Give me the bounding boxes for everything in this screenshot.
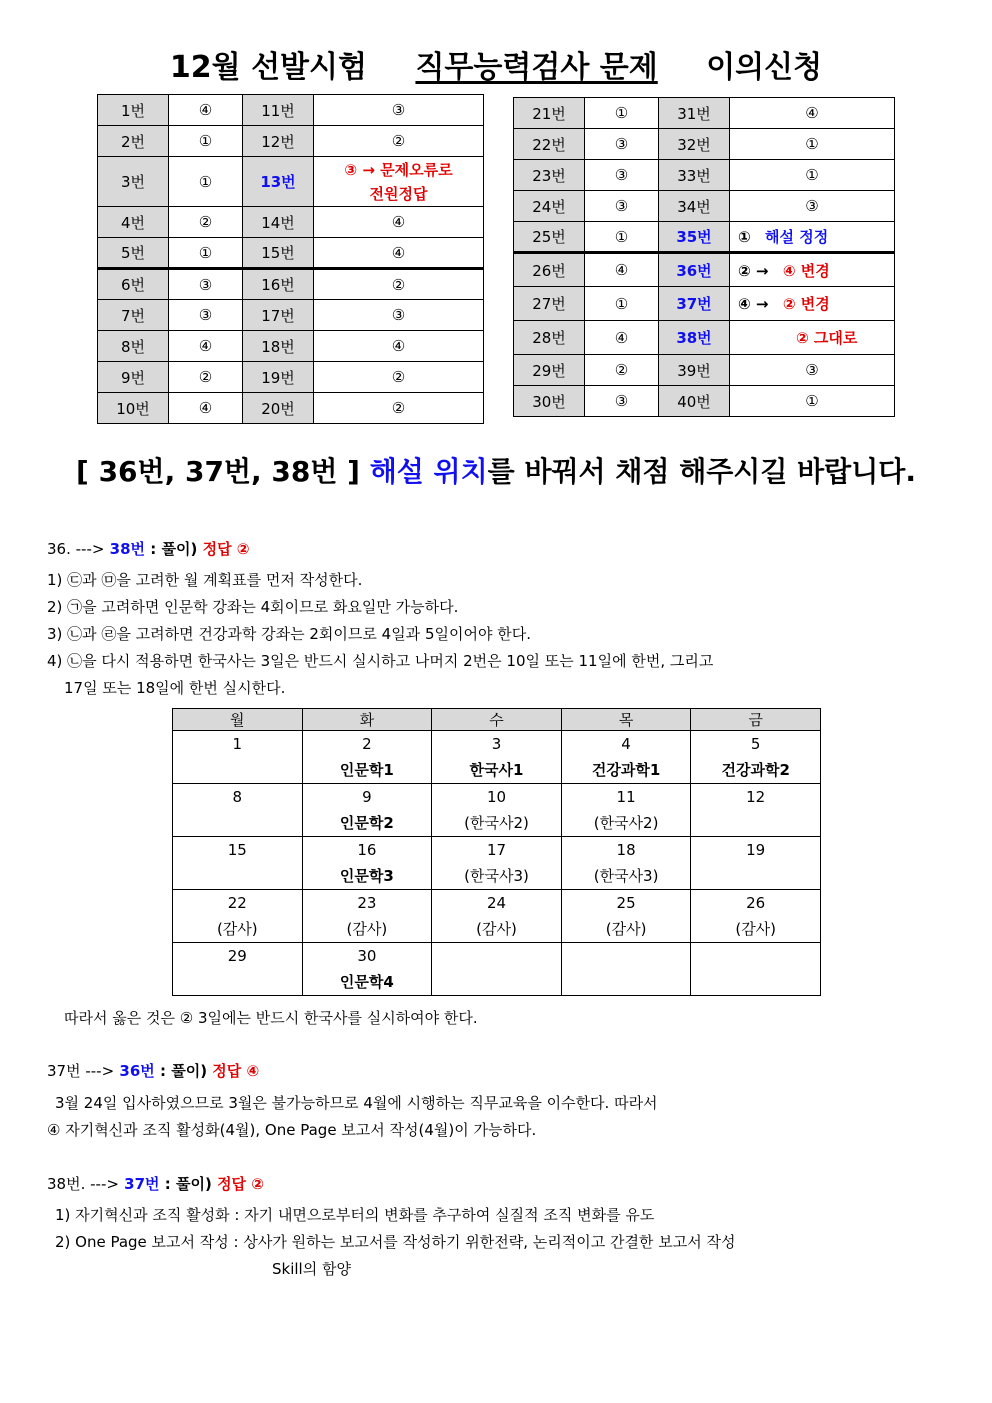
- question-number: 39번: [659, 355, 730, 386]
- day-event: (한국사3): [593, 867, 659, 885]
- question-number: 33번: [659, 160, 730, 191]
- monthly-plan-calendar: [172, 708, 821, 996]
- explanation-line: 3) ㉡과 ㉣을 고려하면 건강과학 강좌는 2회이므로 4일과 5일이어야 한다.: [47, 625, 531, 643]
- question-number-changed: 38번: [659, 321, 730, 355]
- answer: ④: [169, 331, 243, 362]
- answer: ③: [585, 386, 659, 417]
- calendar-day: [302, 943, 432, 996]
- calendar-day: [691, 890, 821, 943]
- calendar-day: [302, 890, 432, 943]
- conclusion-line: 따라서 옳은 것은 ② 3일에는 반드시 한국사를 실시하여야 한다.: [64, 1009, 478, 1027]
- heading-number: 37번: [124, 1175, 160, 1193]
- table-row: [514, 160, 895, 191]
- calendar-day: [173, 890, 303, 943]
- calendar-header-row: [173, 709, 821, 731]
- title-part2: 직무능력검사 문제: [415, 50, 658, 85]
- calendar-day: [561, 890, 691, 943]
- answer: ④: [730, 98, 895, 129]
- answer: ②: [585, 355, 659, 386]
- day-number: 26: [746, 894, 766, 912]
- day-number: 5: [750, 735, 761, 753]
- question-number: 30번: [514, 386, 585, 417]
- answer-choice: ④ →: [738, 295, 769, 313]
- question-number: 18번: [243, 331, 314, 362]
- answer: ③: [314, 95, 484, 126]
- answer: ③: [730, 191, 895, 222]
- calendar-day: [561, 784, 691, 837]
- day-number: 2: [362, 735, 372, 753]
- question-number: 1번: [98, 95, 169, 126]
- question-number: 9번: [98, 362, 169, 393]
- answer: ①: [585, 222, 659, 253]
- page-title: [0, 42, 992, 86]
- explanation-line: ④ 자기혁신과 조직 활성화(4월), One Page 보고서 작성(4월)이 가능하다.: [47, 1121, 537, 1139]
- day-event: 한국사1: [469, 761, 524, 779]
- question-number: 34번: [659, 191, 730, 222]
- calendar-day: [432, 837, 562, 890]
- answer-changed: [314, 157, 484, 207]
- section-36-heading: [47, 538, 249, 559]
- answer: ③: [585, 160, 659, 191]
- calendar-day: [561, 837, 691, 890]
- day-event: (감사): [216, 920, 258, 938]
- answer: ②: [169, 362, 243, 393]
- table-row: [98, 300, 484, 331]
- day-event: 인문학3: [339, 867, 394, 885]
- table-row: [514, 253, 895, 287]
- heading-number: 36번: [119, 1062, 155, 1080]
- question-number: 10번: [98, 393, 169, 424]
- table-row: [98, 157, 484, 207]
- day-event: 건강과학1: [591, 761, 661, 779]
- calendar-day: [691, 784, 821, 837]
- answer: ①: [585, 98, 659, 129]
- day-event: (한국사2): [593, 814, 659, 832]
- question-number: 20번: [243, 393, 314, 424]
- question-number: 27번: [514, 287, 585, 321]
- section-37-heading: [47, 1060, 259, 1081]
- question-number: 17번: [243, 300, 314, 331]
- calendar-day: [432, 784, 562, 837]
- calendar-day: [432, 890, 562, 943]
- weekday-header: 금: [691, 709, 821, 731]
- heading-mid: : 풀이): [164, 1175, 212, 1193]
- answer-note: ④ 변경: [782, 261, 830, 280]
- heading-number: 38번: [109, 540, 146, 558]
- heading-answer: 정답 ②: [202, 540, 250, 558]
- question-number: 12번: [243, 126, 314, 157]
- notice-prefix: [ 36번, 37번, 38번 ]: [76, 455, 360, 488]
- day-number: 12: [746, 788, 766, 806]
- day-number: 24: [486, 894, 507, 912]
- explanation-line: Skill의 함양: [272, 1260, 351, 1278]
- heading-mid: : 풀이): [160, 1062, 208, 1080]
- day-number: 17: [486, 841, 507, 859]
- calendar-week: [173, 943, 821, 996]
- question-number: 23번: [514, 160, 585, 191]
- day-event: (한국사2): [464, 814, 529, 832]
- table-row: [98, 238, 484, 269]
- question-number-changed: 35번: [659, 222, 730, 253]
- section-38-heading: [47, 1173, 264, 1194]
- day-number: 23: [357, 894, 377, 912]
- answer: ④: [585, 253, 659, 287]
- answer-choice: ② →: [738, 261, 769, 280]
- weekday-header: 화: [302, 709, 432, 731]
- table-row: [98, 362, 484, 393]
- day-number: 8: [232, 788, 243, 806]
- answer: ③: [585, 191, 659, 222]
- weekday-header: 수: [432, 709, 562, 731]
- table-row: [514, 222, 895, 253]
- answer-note: 해설 정정: [765, 228, 829, 246]
- heading-prefix: 38번. --->: [47, 1175, 119, 1193]
- title-part1: 12월 선발시험: [169, 50, 367, 85]
- question-number: 24번: [514, 191, 585, 222]
- question-number: 3번: [98, 157, 169, 207]
- explanation-line: 4) ㉡을 다시 적용하면 한국사는 3일은 반드시 실시하고 나머지 2번은 10일 또는 11일에 한번, 그리고: [47, 652, 714, 670]
- notice-highlight-2: 위치: [433, 455, 488, 488]
- heading-answer: 정답 ④: [212, 1062, 260, 1080]
- answer-note: ② 그대로: [796, 329, 858, 347]
- answer: ②: [314, 269, 484, 300]
- answer-table-left: [97, 94, 484, 424]
- day-number: 11: [616, 788, 636, 806]
- answer: ①: [730, 386, 895, 417]
- table-row: [98, 331, 484, 362]
- heading-prefix: 36. --->: [47, 540, 105, 558]
- day-number: 10: [486, 788, 507, 806]
- calendar-day: [173, 731, 303, 784]
- explanation-line: 2) One Page 보고서 작성 : 상사가 원하는 보고서를 작성하기 위한전략, 논리적이고 간결한 보고서 작성: [55, 1233, 736, 1251]
- question-number: 15번: [243, 238, 314, 269]
- calendar-day: [302, 837, 432, 890]
- question-number: 11번: [243, 95, 314, 126]
- explanation-line: 1) 자기혁신과 조직 활성화 : 자기 내면으로부터의 변화를 추구하여 실질적 조직 변화를 유도: [55, 1206, 655, 1224]
- answer: ①: [169, 238, 243, 269]
- calendar-day: [173, 943, 303, 996]
- notice-banner: [0, 450, 992, 490]
- answer: ②: [314, 362, 484, 393]
- table-row: [98, 393, 484, 424]
- question-number: 8번: [98, 331, 169, 362]
- question-number: 28번: [514, 321, 585, 355]
- day-event: 건강과학2: [721, 761, 790, 779]
- answer-note: ② 변경: [782, 295, 830, 313]
- answer-line: ③ → 문제오류로: [344, 160, 453, 179]
- table-row: [514, 129, 895, 160]
- answer: ②: [314, 393, 484, 424]
- calendar-week: [173, 890, 821, 943]
- question-number: 5번: [98, 238, 169, 269]
- day-event: 인문학1: [339, 761, 394, 779]
- answer: ③: [585, 129, 659, 160]
- question-number: 16번: [243, 269, 314, 300]
- answer: ①: [730, 129, 895, 160]
- day-number: 29: [227, 947, 247, 965]
- answer: ④: [314, 238, 484, 269]
- question-number: 40번: [659, 386, 730, 417]
- answer-line: 전원정답: [369, 184, 428, 203]
- notice-highlight-1: 해설: [369, 455, 424, 488]
- answer: ④: [314, 207, 484, 238]
- day-event: (감사): [476, 920, 517, 938]
- explanation-line: 1) ㉢과 ㉤을 고려한 월 계획표를 먼저 작성한다.: [47, 571, 363, 589]
- answer-changed: [730, 253, 895, 287]
- calendar-day: [173, 837, 303, 890]
- question-number-changed: 37번: [659, 287, 730, 321]
- day-number: 19: [746, 841, 766, 859]
- answer: ①: [730, 160, 895, 191]
- calendar-week: [173, 837, 821, 890]
- answer: ④: [585, 321, 659, 355]
- question-number: 14번: [243, 207, 314, 238]
- answer-changed: [730, 222, 895, 253]
- question-number: 26번: [514, 253, 585, 287]
- table-row: [514, 355, 895, 386]
- calendar-day: [691, 731, 821, 784]
- answer: ①: [169, 157, 243, 207]
- answer: ②: [314, 126, 484, 157]
- table-row: [98, 269, 484, 300]
- question-number: 6번: [98, 269, 169, 300]
- calendar-day: [691, 943, 821, 996]
- question-number: 31번: [659, 98, 730, 129]
- question-number: 22번: [514, 129, 585, 160]
- answer: ③: [169, 300, 243, 331]
- explanation-line: 3월 24일 입사하였으므로 3월은 불가능하므로 4월에 시행하는 직무교육을 이수한다. 따라서: [55, 1094, 658, 1112]
- table-row: [514, 191, 895, 222]
- answer: ①: [169, 126, 243, 157]
- answer-changed: [730, 321, 895, 355]
- heading-answer: 정답 ②: [217, 1175, 264, 1193]
- calendar-day: [561, 731, 691, 784]
- answer: ③: [169, 269, 243, 300]
- weekday-header: 목: [561, 709, 691, 731]
- title-part3: 이의신청: [706, 50, 823, 85]
- calendar-week: [173, 784, 821, 837]
- question-number: 32번: [659, 129, 730, 160]
- heading-mid: : 풀이): [150, 540, 198, 558]
- question-number-changed: 36번: [659, 253, 730, 287]
- table-row: [514, 98, 895, 129]
- table-row: [98, 207, 484, 238]
- day-number: 15: [227, 841, 247, 859]
- calendar-day: [173, 784, 303, 837]
- answer: ②: [169, 207, 243, 238]
- table-row: [514, 386, 895, 417]
- answer: ④: [314, 331, 484, 362]
- answer: ③: [314, 300, 484, 331]
- day-number: 22: [227, 894, 247, 912]
- weekday-header: 월: [173, 709, 303, 731]
- table-row: [514, 287, 895, 321]
- question-number: 21번: [514, 98, 585, 129]
- day-number: 25: [616, 894, 636, 912]
- day-number: 30: [357, 947, 377, 965]
- question-number: 29번: [514, 355, 585, 386]
- answer-choice: ①: [738, 228, 751, 246]
- day-number: 16: [357, 841, 377, 859]
- day-event: (감사): [735, 920, 777, 938]
- calendar-day: [561, 943, 691, 996]
- question-number: 7번: [98, 300, 169, 331]
- day-number: 3: [491, 735, 502, 753]
- answer-changed: [730, 287, 895, 321]
- day-event: 인문학4: [339, 973, 394, 991]
- question-number: 4번: [98, 207, 169, 238]
- answer: ④: [169, 95, 243, 126]
- day-number: 4: [621, 735, 631, 753]
- answer: ①: [585, 287, 659, 321]
- question-number: 2번: [98, 126, 169, 157]
- answer: ③: [730, 355, 895, 386]
- calendar-day: [432, 943, 562, 996]
- calendar-day: [302, 784, 432, 837]
- question-number: 25번: [514, 222, 585, 253]
- day-number: 9: [362, 788, 372, 806]
- calendar-day: [302, 731, 432, 784]
- question-number: 19번: [243, 362, 314, 393]
- question-number-changed: 13번: [243, 157, 314, 207]
- day-event: (한국사3): [464, 867, 529, 885]
- day-number: 1: [232, 735, 243, 753]
- table-row: [98, 126, 484, 157]
- heading-prefix: 37번 --->: [47, 1062, 115, 1080]
- calendar-day: [432, 731, 562, 784]
- table-row: [98, 95, 484, 126]
- day-event: (감사): [346, 920, 388, 938]
- calendar-day: [691, 837, 821, 890]
- day-event: 인문학2: [339, 814, 394, 832]
- answer-table-right: [513, 97, 895, 417]
- day-number: 18: [616, 841, 636, 859]
- answer: ④: [169, 393, 243, 424]
- calendar-week: [173, 731, 821, 784]
- explanation-line: 17일 또는 18일에 한번 실시한다.: [64, 679, 286, 697]
- explanation-line: 2) ㉠을 고려하면 인문학 강좌는 4회이므로 화요일만 가능하다.: [47, 598, 459, 616]
- notice-suffix: 를 바꿔서 채점 해주시길 바랍니다.: [487, 455, 916, 488]
- table-row: [514, 321, 895, 355]
- day-event: (감사): [605, 920, 647, 938]
